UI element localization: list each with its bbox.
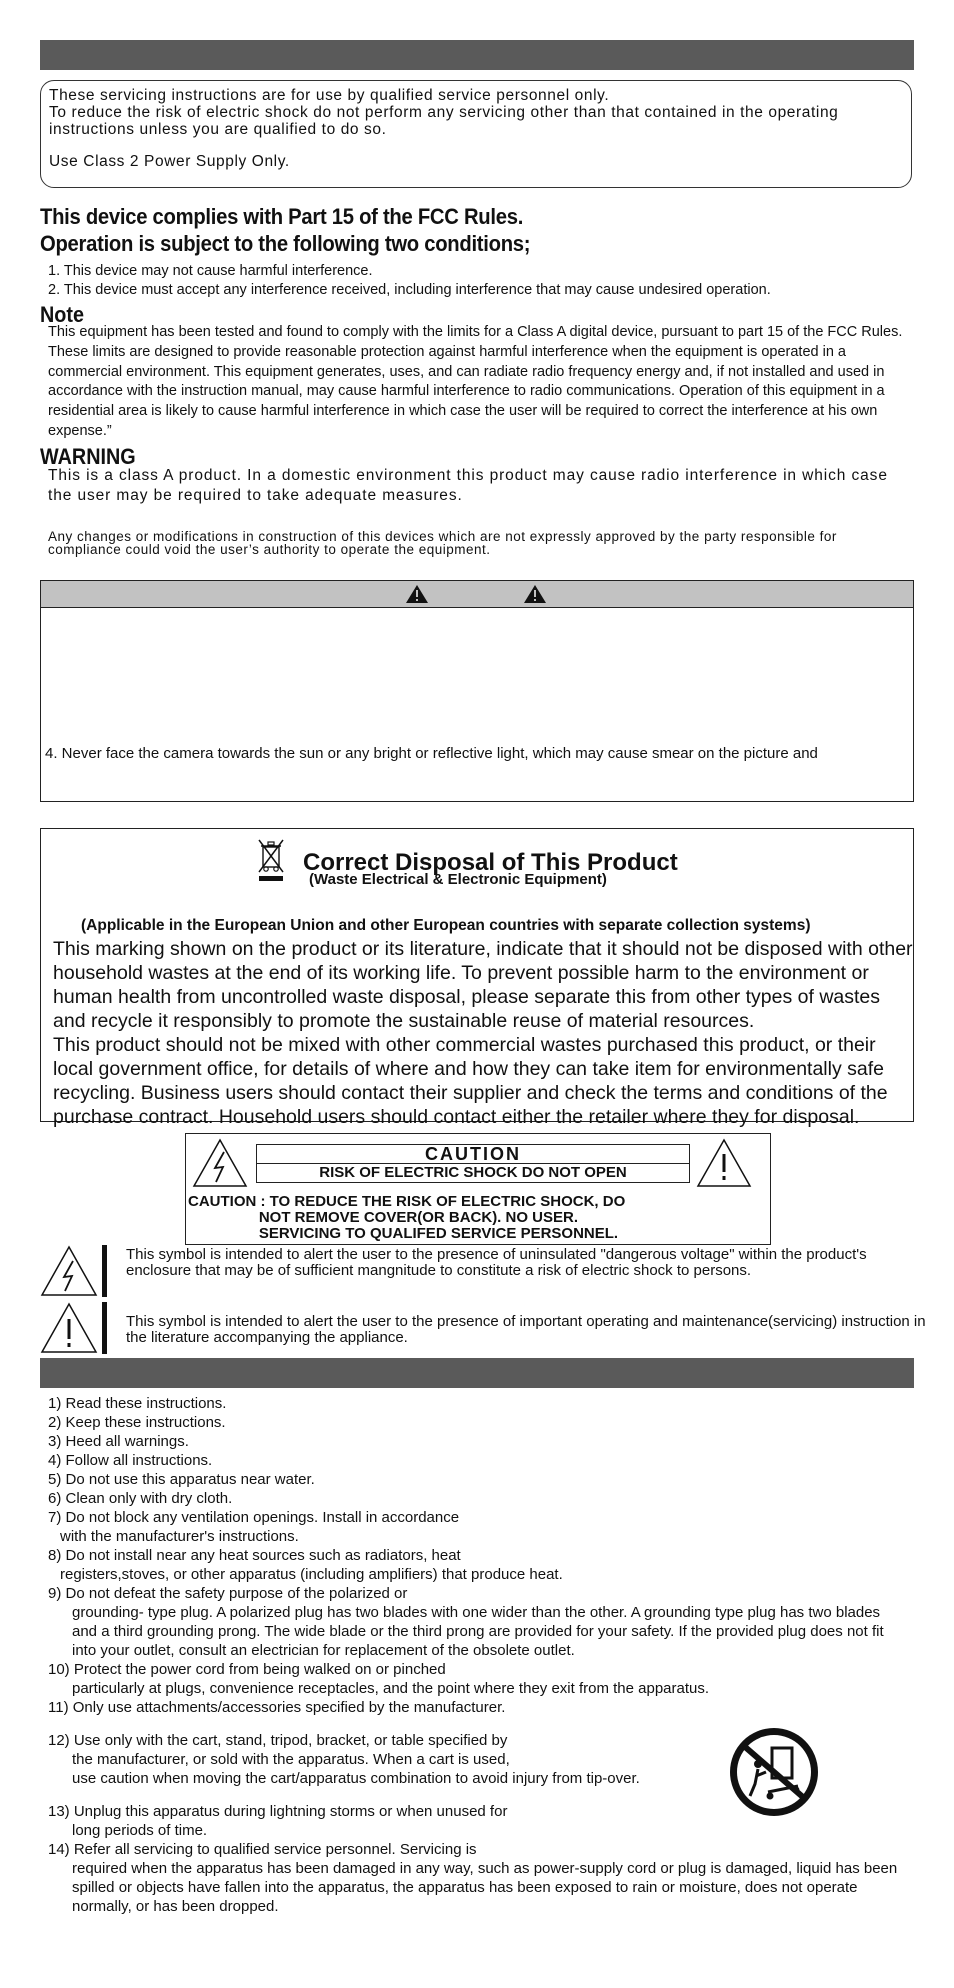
fcc-condition-1: 1. This device may not cause harmful interference. xyxy=(48,263,373,279)
list-item: 3) Heed all warnings. xyxy=(48,1433,189,1450)
section-header-bar xyxy=(40,40,914,70)
caution-text: CAUTION : TO REDUCE THE RISK OF ELECTRIC SHOCK, DO NOT REMOVE COVER(OR BACK). NO USER. SERVICING TO QUALIFED SERVICE PERSONNEL. xyxy=(188,1193,626,1242)
list-item-continuation: required when the apparatus has been damaged in any way, such as power-supply cord or plug is damaged, liquid has been spilled or objects have fallen into the apparatus, the apparatus has been exposed to rain or moisture, does not operate normally, or has been dropped. xyxy=(72,1860,898,1915)
voltage-symbol-text: This symbol is intended to alert the user to the presence of uninsulated "dangerous voltage" within the product's enclosure that may be of sufficient mangnitude to constitute a risk of electric shock to persons. xyxy=(126,1246,867,1279)
disposal-applicability: (Applicable in the European Union and other European countries with separate collection systems) xyxy=(81,917,811,934)
disposal-subtitle: (Waste Electrical & Electronic Equipment) xyxy=(309,871,607,888)
list-item-continuation: use caution when moving the cart/apparatus combination to avoid injury from tip-over. xyxy=(72,1770,640,1787)
fcc-heading-2: Operation is subject to the following two conditions; xyxy=(40,231,531,256)
list-item: 1) Read these instructions. xyxy=(48,1395,227,1412)
disposal-paragraph-1: This marking shown on the product or its literature, indicate that it should not be disposed with other household wastes at the end of its working life. To prevent possible harm to the environment or human health from uncontrolled waste disposal, please separate this from other types of wastes and recycle it responsibly to promote the sustainable reuse of material resources. xyxy=(53,938,913,1032)
caution-label-box xyxy=(185,1133,771,1245)
list-item-continuation: long periods of time. xyxy=(72,1822,208,1839)
service-notice-box xyxy=(40,80,912,188)
note-heading: Note xyxy=(40,302,85,327)
list-item: 12) Use only with the cart, stand, tripod, bracket, or table specified by xyxy=(48,1732,508,1749)
list-item: 11) Only use attachments/accessories specified by the manufacturer. xyxy=(48,1699,506,1716)
caution-title: CAUTION xyxy=(256,1144,690,1164)
important-symbol-row xyxy=(40,1302,926,1354)
crossed-bin-icon xyxy=(257,837,285,883)
list-item: 4) Follow all instructions. xyxy=(48,1452,213,1469)
list-item: 14) Refer all servicing to qualified service personnel. Servicing is xyxy=(48,1841,477,1858)
warning-text: This is a class A product. In a domestic environment this product may cause radio interference in which case the user may be required to take adequate measures. xyxy=(48,467,888,504)
list-item: 8) Do not install near any heat sources such as radiators, heat xyxy=(48,1547,461,1564)
precautions-header xyxy=(41,581,913,608)
disposal-title: Correct Disposal of This Product xyxy=(303,849,678,876)
list-item: 13) Unplug this apparatus during lightning storms or when unused for xyxy=(48,1803,508,1820)
exclamation-triangle-icon xyxy=(696,1138,752,1188)
caution-risk: RISK OF ELECTRIC SHOCK DO NOT OPEN xyxy=(256,1164,690,1183)
warning-triangle-icon xyxy=(405,584,429,604)
divider xyxy=(102,1245,107,1297)
modifications-text: Any changes or modifications in construction of this devices which are not expressly approved by the party responsible for compliance could void the user’s authority to operate the equipment. xyxy=(48,529,837,557)
list-item: 2) Keep these instructions. xyxy=(48,1414,226,1431)
list-item: 7) Do not block any ventilation openings. Install in accordance xyxy=(48,1509,460,1526)
precautions-box xyxy=(40,580,914,802)
divider xyxy=(102,1302,107,1354)
exclamation-triangle-icon xyxy=(40,1302,98,1354)
fcc-condition-2: 2. This device must accept any interference received, including interference that may cause undesired operation. xyxy=(48,282,771,298)
cart-warning-icon xyxy=(728,1726,820,1818)
warning-triangle-icon xyxy=(523,584,547,604)
list-item: 6) Clean only with dry cloth. xyxy=(48,1490,233,1507)
list-item-continuation: registers,stoves, or other apparatus (including amplifiers) that produce heat. xyxy=(60,1566,563,1583)
disposal-box xyxy=(40,828,914,1128)
section-header-bar xyxy=(40,1358,914,1388)
disposal-paragraph-2: This product should not be mixed with other commercial wastes purchased this product, or their local government office, for details of where and how they can take item for environmentally safe recycling. Business users should contact their supplier and check the terms and conditions of the purchase contract. Household users should contact either the retailer where they for disposal. xyxy=(53,1034,888,1128)
fcc-heading-1: This device complies with Part 15 of the FCC Rules. xyxy=(40,204,524,229)
list-item-continuation: the manufacturer, or sold with the apparatus. When a cart is used, xyxy=(72,1751,510,1768)
warning-heading: WARNING xyxy=(40,444,136,469)
voltage-symbol-row xyxy=(40,1245,920,1297)
list-item: 5) Do not use this apparatus near water. xyxy=(48,1471,315,1488)
list-item: 10) Protect the power cord from being walked on or pinched xyxy=(48,1661,446,1678)
lightning-triangle-icon xyxy=(40,1245,98,1297)
list-item-continuation: particularly at plugs, convenience receptacles, and the point where they exit from the apparatus. xyxy=(72,1680,710,1697)
list-item: 9) Do not defeat the safety purpose of the polarized or xyxy=(48,1585,408,1602)
disposal-body xyxy=(53,937,913,1129)
precaution-item-4: 4. Never face the camera towards the sun or any bright or reflective light, which may cause smear on the picture and xyxy=(45,745,818,762)
list-item-continuation: grounding- type plug. A polarized plug has two blades with one wider than the other. A grounding type plug has two blades and a third grounding prong. The wide blade or the third prong are provided for your safety. If the provided plug does not fit into your outlet, consult an electrician for replacement of the obsolete outlet. xyxy=(72,1604,884,1659)
lightning-triangle-icon xyxy=(192,1138,248,1188)
notice-line-3: Use Class 2 Power Supply Only. xyxy=(49,153,290,170)
safety-instructions-list xyxy=(48,1394,908,1916)
notice-line-1: These servicing instructions are for use by qualified service personnel only. xyxy=(49,87,610,104)
important-symbol-text: This symbol is intended to alert the user to the presence of important operating and maintenance(servicing) instruction in the literature accompanying the appliance. xyxy=(126,1313,926,1346)
notice-line-2: To reduce the risk of electric shock do not perform any servicing other than that contained in the operating instructions unless you are qualified to do so. xyxy=(49,104,839,138)
list-item-continuation: with the manufacturer's instructions. xyxy=(60,1528,299,1545)
note-text: This equipment has been tested and found to comply with the limits for a Class A digital device, pursuant to part 15 of the FCC Rules. These limits are designed to provide reasonable protection against harmful interference when the equipment is operated in a commercial environment. This equipment generates, uses, and can radiate radio frequency energy and, if not installed and used in accordance with the instruction manual, may cause harmful interference to radio communications. Operation of this equipment in a residential area is likely to cause harmful interference in which case the user will be required to correct the interference at his own expense.” xyxy=(48,324,903,439)
